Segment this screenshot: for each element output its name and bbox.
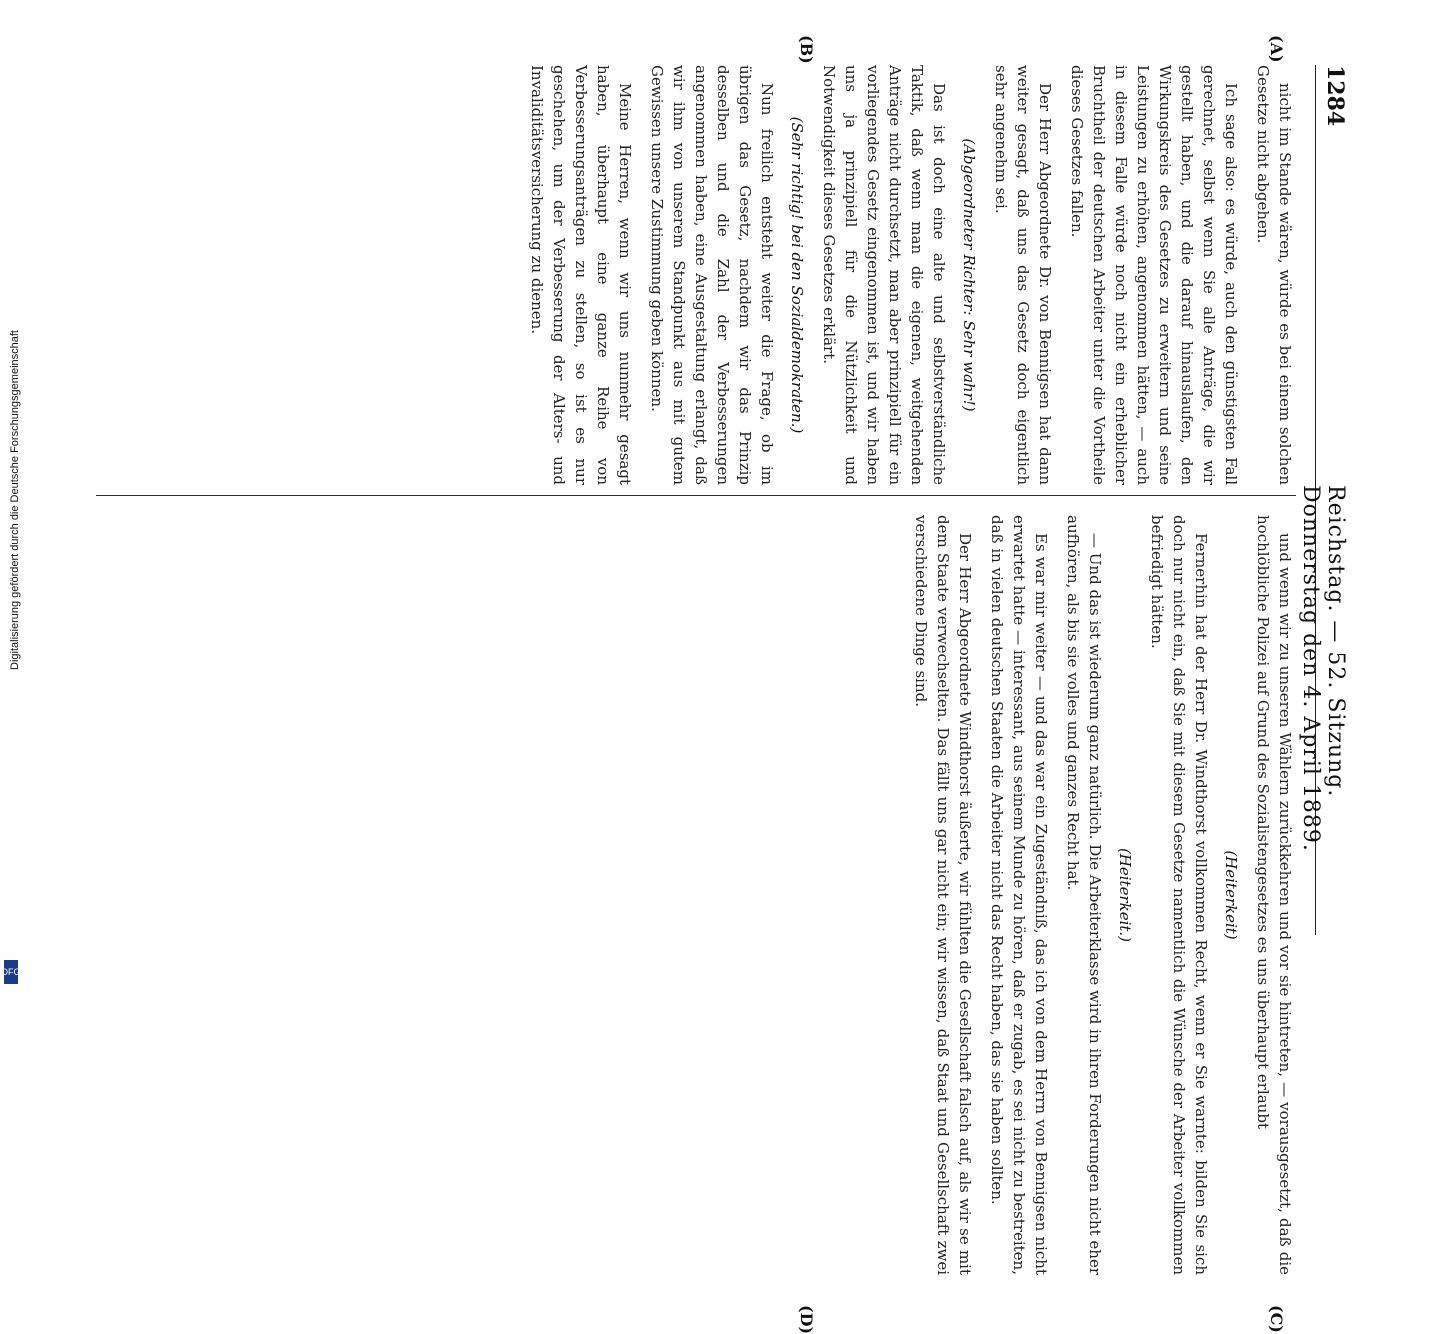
paragraph: — Und das ist wiederum ganz natürlich. Die Arbeiterklasse wird in ihren Forderungen nicht eher aufhören, als bis sie volles und ganzes Recht hat. [1064,515,1104,1275]
scanned-page [56,25,1376,1334]
footer [0,0,30,1000]
left-column [96,65,1296,485]
paragraph: Fernerhin hat der Herr Dr. Windthorst vollkommen Recht, wenn er Sie warnte: bilden Sie sich doch nur nicht ein, daß Sie mit diesem Gesetze namentlich die Wünsche der Arbeiter vollkommen befriedigt hätten. [1148,515,1210,1275]
margin-marker-b: (B) [797,35,816,64]
paragraph: Meine Herren, wenn wir uns nunmehr gesagt haben, überhaupt eine ganze Reihe von Verbesserungsanträgen zu stellen, so ist es nur geschehen, um der Verbesserung der Alters- und Invaliditätsversicherung zu dienen. [528,65,634,485]
page-header [1298,65,1356,935]
paragraph: nicht im Stande wären, würde es bei einem solchen Gesetze nicht abgehen. [1254,65,1294,485]
paragraph: Der Herr Abgeordnete Windthorst äußerte, wir fühlten die Gesellschaft falsch auf, als wir se mit dem Staate verwechselten. Das fällt uns gar nicht ein; wir wissen, daß Staat und Gesellschaft zwei verschiedene Dinge sind. [912,515,974,1275]
margin-marker-c: (C) [1267,1305,1286,1333]
page-number: 1284 [1322,65,1348,127]
margin-marker-d: (D) [797,1305,816,1334]
paragraph: Der Herr Abgeordnete Dr. von Bennigsen hat dann weiter gesagt, daß uns das Gesetz doch eigentlich sehr angenehm sei. [992,65,1054,485]
column-rule [96,495,1296,496]
paragraph: Nun freilich entsteht weiter die Frage, ob im übrigen das Gesetz, nachdem wir das Prinzip desselben und die Zahl der Verbesserungen angenommen haben, eine Ausgestaltung erlangt, daß wir ihm von unserem Standpunkt aus mit gutem Gewissen unsere Zustimmung geben können. [648,65,776,485]
dfg-logo: DFG [4,960,18,984]
interjection: (Abgeordneter Richter: Sehr wahr!) [960,138,978,412]
interjection: (Heiterkeit) [1222,850,1240,940]
interjection: (Heiterkeit.) [1116,847,1134,943]
interjection: (Sehr richtig! bei den Sozialdemokraten.) [788,116,806,434]
footer-credit: Digitalisierung gefördert durch die Deutsche Forschungsgemeinschaft [9,330,21,670]
margin-marker-a: (A) [1267,35,1286,63]
paragraph: Das ist doch eine alte und selbstverständliche Taktik, daß wenn man die eigenen, weitgehenden Anträge nicht durchsetzt, man aber prinzipiell für ein vorliegendes Gesetz eingenommen ist, und wir haben uns ja prinzipiell für die Nützlichkeit und Notwendigkeit dieses Gesetzes erklärt. [820,65,948,485]
paragraph: Es war mir weiter — und das war ein Zugeständniß, das ich von dem Herrn von Bennigsen nicht erwartet hatte — interessant, aus seinem Munde zu hören, daß er zugab, es sei nicht zu bestreiten, daß in vielen deutschen Staaten die Arbeiter nicht das Recht haben, das sie haben sollten. [988,515,1050,1275]
page-title: Reichstag. — 52. Sitzung. Donnerstag den 4. April 1889. [1298,485,1348,852]
right-column [96,515,1296,1275]
paragraph: Ich sage also: es würde, auch den günstigsten Fall gerechnet, selbst wenn Sie alle Anträge, die wir gestellt haben, und die darauf hinauslaufen, den Wirkungskreis des Gesetzes zu erweitern und seine Leistungen zu erhöhen, angenommen hätten, — auch in diesem Falle würde noch nicht ein erheblicher Bruchtheil der deutschen Arbeiter unter die Vortheile dieses Gesetzes fallen. [1068,65,1240,485]
paragraph: und wenn wir zu unseren Wählern zurückkehren und vor sie hintreten, — vorausgesetzt, daß die hochlöbliche Polizei auf Grund des Sozialistengesetzes es uns überhaupt erlaubt [1254,515,1294,1275]
